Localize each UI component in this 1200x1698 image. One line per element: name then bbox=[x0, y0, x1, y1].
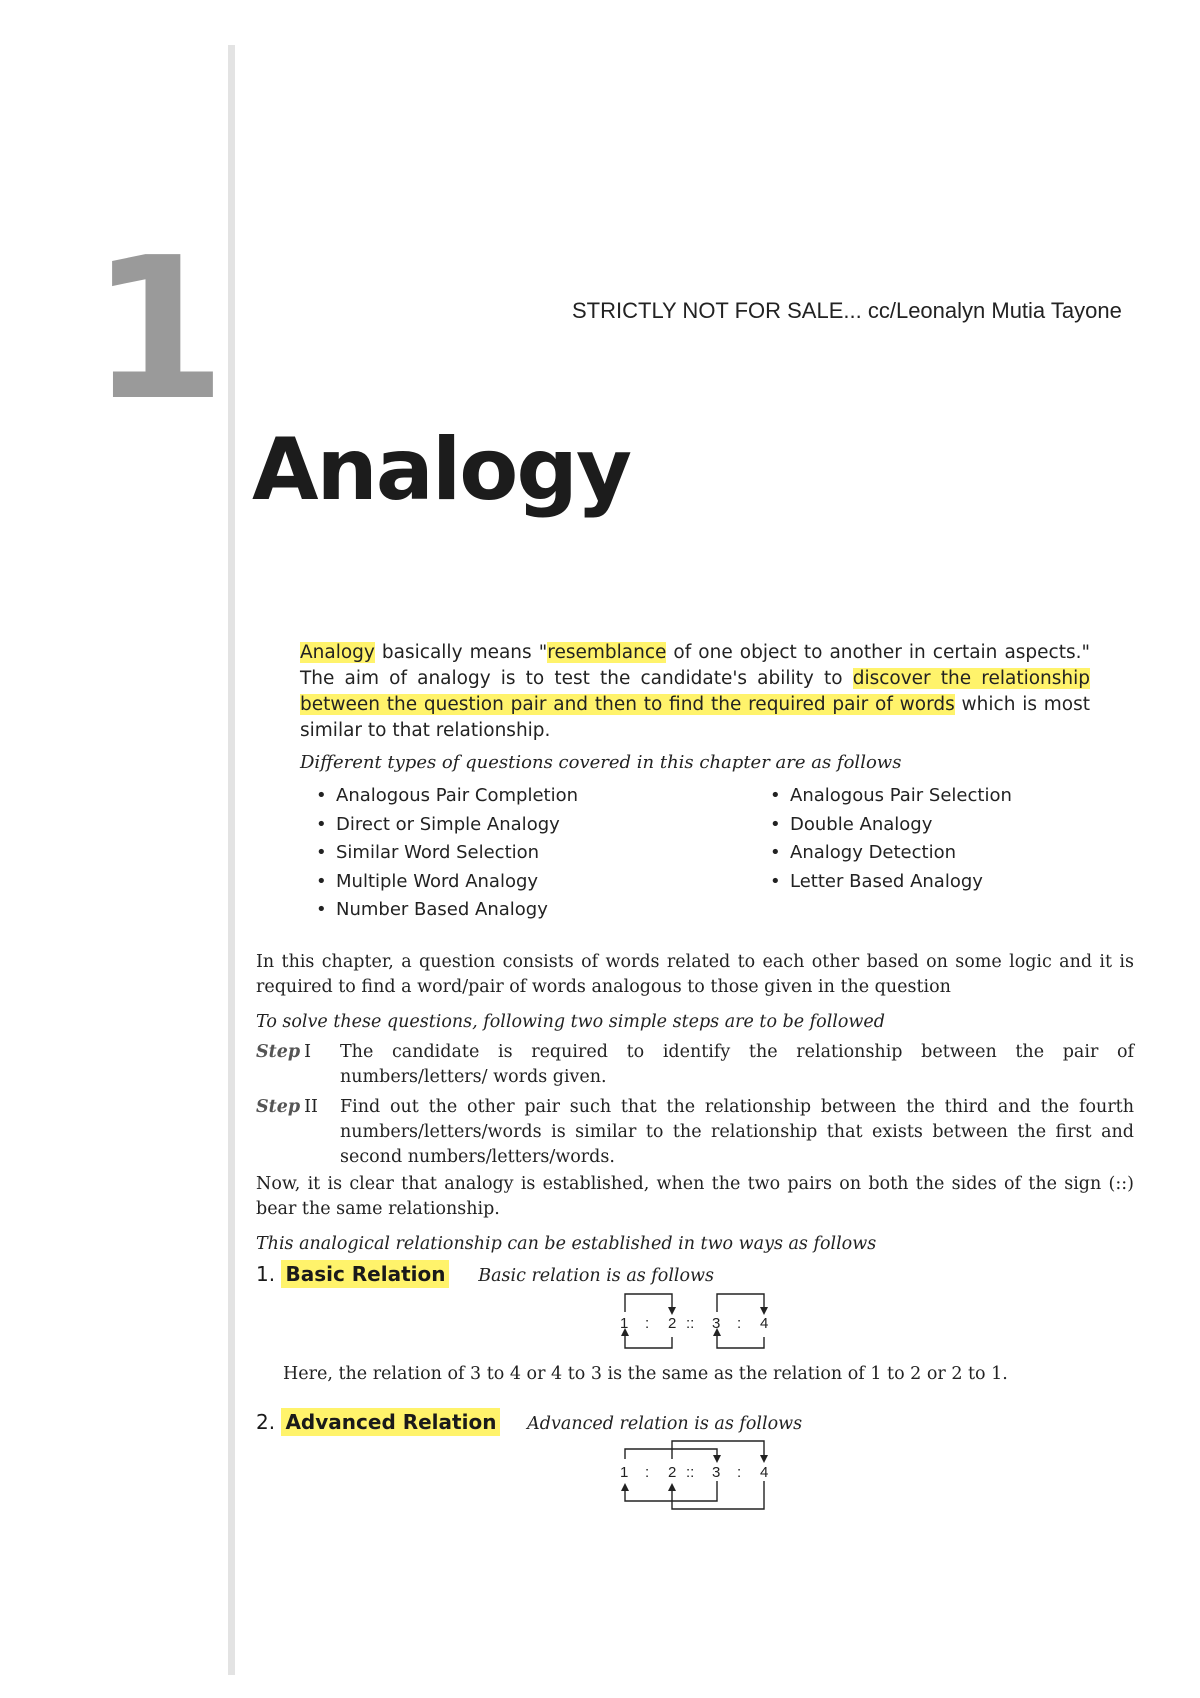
highlight-analogy: Analogy bbox=[300, 642, 375, 663]
establish-heading: This analogical relationship can be established in two ways as follows bbox=[256, 1234, 877, 1254]
basic-relation-desc: Basic relation is as follows bbox=[478, 1266, 715, 1286]
arrowhead bbox=[760, 1307, 768, 1315]
colon-sep: : bbox=[645, 1464, 650, 1481]
basic-relation-label: Basic Relation bbox=[281, 1260, 449, 1288]
colon-sep: : bbox=[737, 1464, 742, 1481]
step-label: Step II bbox=[256, 1097, 318, 1117]
step-text: The candidate is required to identify the relationship between the pair of numbers/letters/ words given. bbox=[340, 1042, 1134, 1087]
advanced-relation-diagram bbox=[612, 1437, 782, 1513]
arrowhead bbox=[668, 1483, 676, 1491]
analogy-established-paragraph: Now, it is clear that analogy is established, when the two pairs on both the sides of the sign (::) bear the same relationship. bbox=[256, 1174, 1134, 1219]
basic-relation-heading: 1. Basic Relation Basic relation is as follows bbox=[256, 1262, 715, 1286]
intro-paragraph bbox=[300, 640, 1090, 744]
step-1 bbox=[256, 1040, 1134, 1090]
colon-sep: : bbox=[645, 1315, 650, 1332]
chapter-title: Analogy bbox=[252, 420, 630, 520]
arrow-1-to-2 bbox=[625, 1294, 672, 1312]
highlight-resemblance: resemblance bbox=[547, 642, 667, 663]
advanced-relation-desc: Advanced relation is as follows bbox=[527, 1414, 803, 1434]
term-2: 2 bbox=[668, 1315, 677, 1332]
arrow-1-to-3 bbox=[625, 1449, 717, 1459]
colon-sep: : bbox=[737, 1315, 742, 1332]
arrow-4-to-3 bbox=[717, 1332, 764, 1348]
step-2 bbox=[256, 1095, 1134, 1170]
term-4: 4 bbox=[760, 1315, 769, 1332]
step-text: Find out the other pair such that the relationship between the third and the fourth numbers/letters/words is similar to the relationship that exists between the first and second numbers/letters/words. bbox=[340, 1097, 1134, 1167]
question-types-left bbox=[312, 782, 578, 925]
arrowhead bbox=[713, 1455, 721, 1463]
arrow-2-to-1 bbox=[625, 1332, 672, 1348]
list-item: • Analogous Pair Completion bbox=[312, 782, 578, 811]
arrow-4-to-2 bbox=[672, 1481, 764, 1509]
term-1: 1 bbox=[620, 1315, 629, 1332]
list-item: • Direct or Simple Analogy bbox=[312, 811, 578, 840]
list-item: • Similar Word Selection bbox=[312, 839, 578, 868]
advanced-relation-heading: 2. Advanced Relation Advanced relation is as follows bbox=[256, 1410, 803, 1434]
chapter-number: 1 bbox=[90, 216, 221, 444]
page-side-rule bbox=[228, 45, 235, 1675]
advanced-relation-label: Advanced Relation bbox=[281, 1408, 500, 1436]
basic-relation-diagram bbox=[612, 1290, 782, 1352]
list-item: • Analogous Pair Selection bbox=[766, 782, 1012, 811]
intro-text-3: which is most similar to that relationship. bbox=[300, 694, 1091, 741]
arrowhead bbox=[760, 1455, 768, 1463]
intro-text-1: basically means " bbox=[374, 642, 548, 663]
chapter-paragraph: In this chapter, a question consists of words related to each other based on some logic and it is required to find a word/pair of words analogous to those given in the question bbox=[256, 952, 1134, 997]
highlight-aim: discover the relationship between the question pair and then to find the required pair of words bbox=[300, 668, 1090, 715]
watermark-text: STRICTLY NOT FOR SALE... cc/Leonalyn Mutia Tayone bbox=[572, 298, 1122, 323]
term-4: 4 bbox=[760, 1464, 769, 1481]
solve-heading: To solve these questions, following two simple steps are to be followed bbox=[256, 1012, 885, 1032]
arrowhead bbox=[668, 1307, 676, 1315]
double-colon-sep: :: bbox=[686, 1315, 695, 1332]
types-heading: Different types of questions covered in this chapter are as follows bbox=[300, 752, 902, 773]
step-label: Step I bbox=[256, 1042, 312, 1062]
intro-text-2: of one object to another in certain aspects." The aim of analogy is to test the candidate's ability to bbox=[300, 642, 1091, 689]
basic-relation-note: Here, the relation of 3 to 4 or 4 to 3 is the same as the relation of 1 to 2 or 2 to 1. bbox=[283, 1364, 1008, 1384]
list-item: • Double Analogy bbox=[766, 811, 1012, 840]
arrow-3-to-4 bbox=[717, 1294, 764, 1312]
list-item: • Multiple Word Analogy bbox=[312, 868, 578, 897]
arrowhead bbox=[621, 1483, 629, 1491]
question-types-right bbox=[766, 782, 1012, 896]
list-item: • Analogy Detection bbox=[766, 839, 1012, 868]
list-item: • Number Based Analogy bbox=[312, 896, 578, 925]
list-item: • Letter Based Analogy bbox=[766, 868, 1012, 897]
double-colon-sep: :: bbox=[686, 1464, 695, 1481]
term-3: 3 bbox=[712, 1315, 721, 1332]
term-2: 2 bbox=[668, 1464, 677, 1481]
term-3: 3 bbox=[712, 1464, 721, 1481]
term-1: 1 bbox=[620, 1464, 629, 1481]
